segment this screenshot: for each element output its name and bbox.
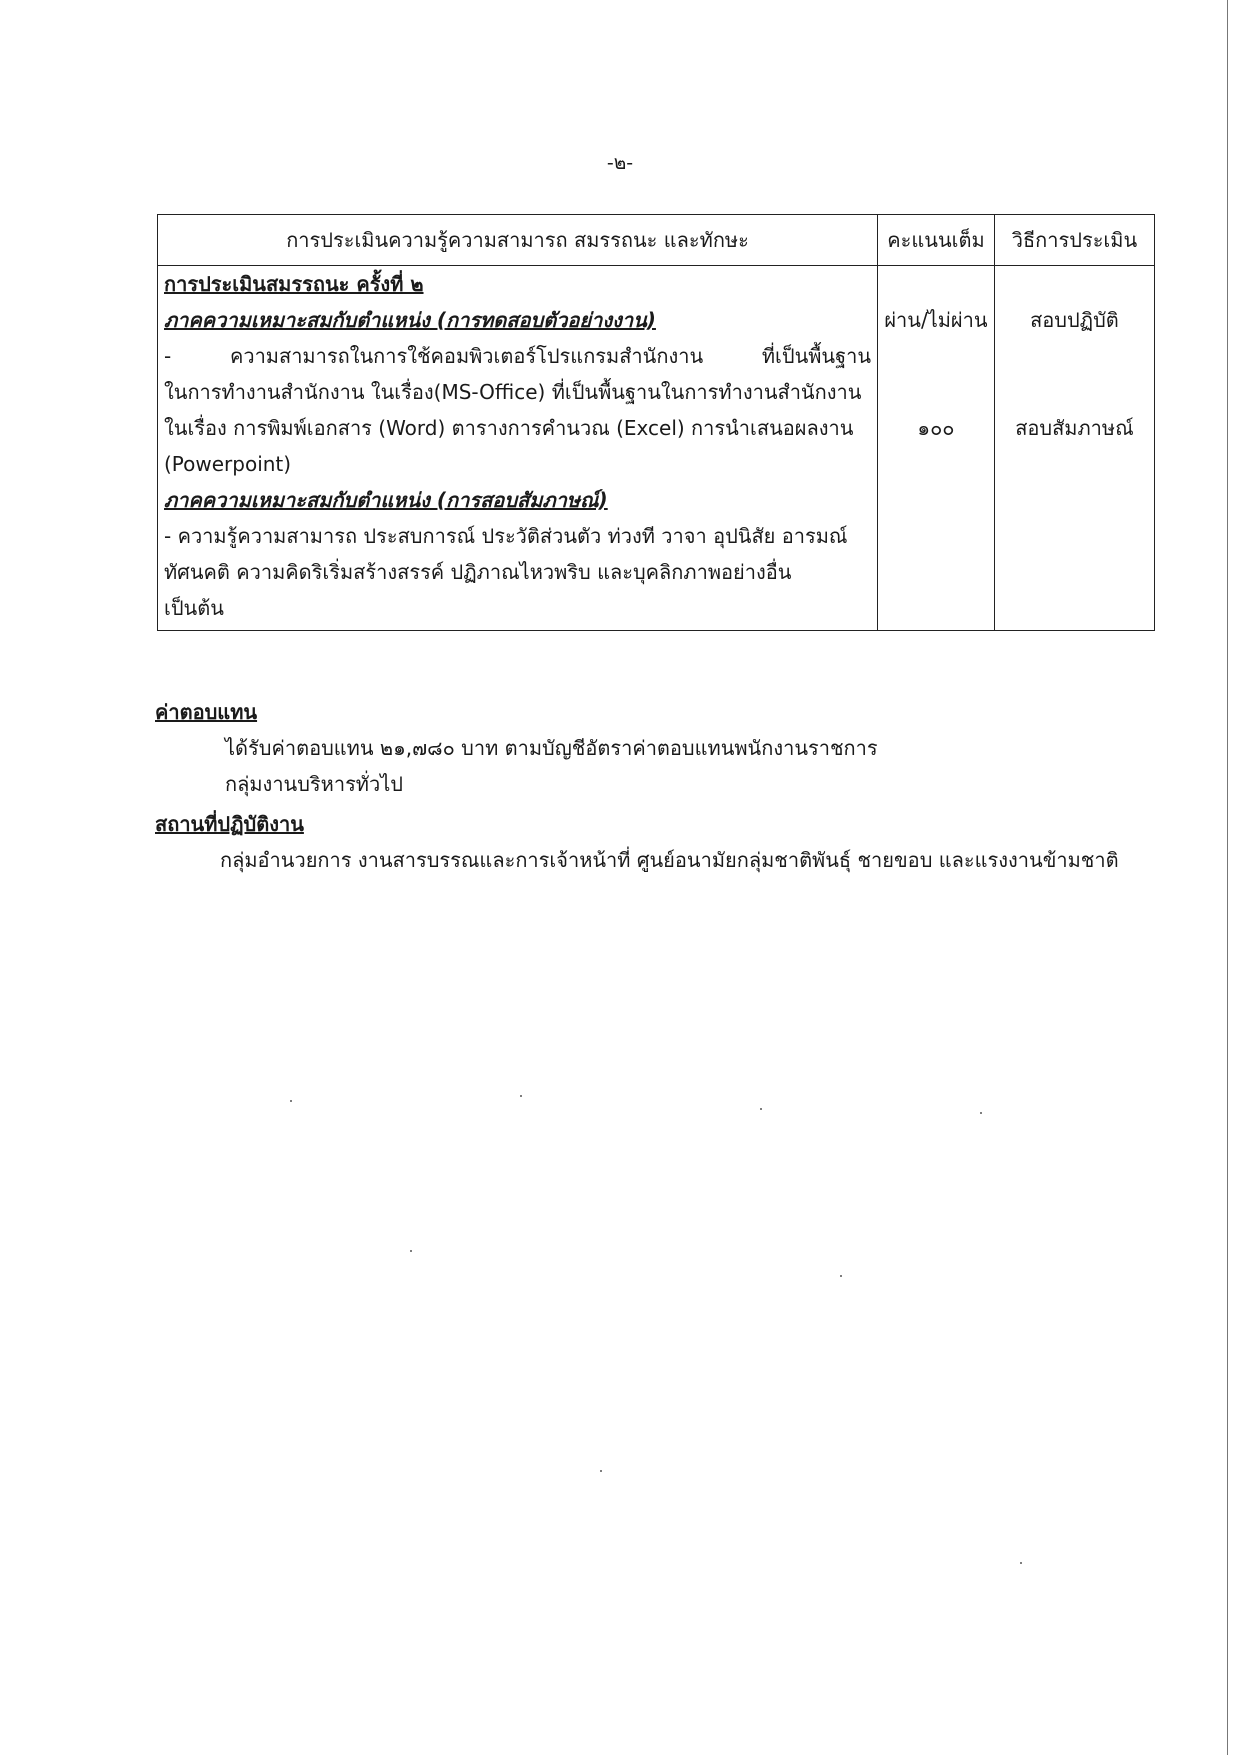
method-practical: สอบปฏิบัติ [1030,308,1119,332]
competency-round-title: การประเมินสมรรถนะ ครั้งที่ ๒ [164,272,424,296]
criteria-line: ในเรื่อง การพิมพ์เอกสาร (Word) ตารางการคำนวณ (Excel) การนำเสนอผลงาน [164,416,854,440]
workplace-section [155,806,1119,878]
header-method: วิธีการประเมิน [994,215,1154,266]
compensation-heading: ค่าตอบแทน [155,700,258,724]
table-header-row [158,215,1155,266]
criteria-line: - ความรู้ความสามารถ ประสบการณ์ ประวัติส่วนตัว ท่วงที วาจา อุปนิสัย อารมณ์ [164,524,848,548]
scan-speck [760,1108,762,1110]
scan-speck [840,1275,842,1277]
compensation-group: กลุ่มงานบริหารทั่วไป [225,772,403,796]
full-score-value: ๑๐๐ [917,416,955,440]
table-row [158,266,1155,631]
workplace-heading: สถานที่ปฏิบัติงาน [155,812,304,836]
work-sample-section-title: ภาคความเหมาะสมกับตำแหน่ง (การทดสอบตัวอย่างงาน) [164,308,656,332]
compensation-section [155,694,878,802]
interview-section-title: ภาคความเหมาะสมกับตำแหน่ง (การสอบสัมภาษณ์) [164,488,608,512]
criteria-line: - ความสามารถในการใช้คอมพิวเตอร์โปรแกรมสำนักงาน ที่เป็นพื้นฐาน [164,344,872,368]
header-criteria: การประเมินความรู้ความสามารถ สมรรถนะ และทักษะ [158,215,878,266]
header-full-score: คะแนนเต็ม [878,215,995,266]
page-number: -๒- [606,152,634,174]
workplace-text: กลุ่มอำนวยการ งานสารบรรณและการเจ้าหน้าที่ ศูนย์อนามัยกลุ่มชาติพันธุ์ ชายขอบ และแรงงานข้ามชาติ [220,848,1119,872]
criteria-line: ทัศนคติ ความคิดริเริ่มสร้างสรรค์ ปฏิภาณไหวพริบ และบุคลิกภาพอย่างอื่น [164,560,792,584]
criteria-line: เป็นต้น [164,596,224,620]
scan-speck [600,1470,602,1472]
scan-margin-line [1227,0,1228,1755]
scan-speck [520,1095,522,1097]
method-cell [994,266,1154,631]
criteria-line: ในการทำงานสำนักงาน ในเรื่อง(MS-Office) ที่เป็นพื้นฐานในการทำงานสำนักงาน [164,380,862,404]
assessment-table [157,214,1155,631]
compensation-text: ได้รับค่าตอบแทน ๒๑,๗๘๐ บาท ตามบัญชีอัตราค่าตอบแทนพนักงานราชการ [225,736,878,760]
scan-speck [1020,1562,1022,1564]
full-score-cell [878,266,995,631]
scan-speck [290,1100,292,1102]
scan-speck [980,1112,982,1114]
criteria-cell [158,266,878,631]
method-interview: สอบสัมภาษณ์ [1015,416,1134,440]
criteria-line: (Powerpoint) [164,452,292,476]
scan-speck [410,1250,412,1252]
pass-fail-score: ผ่าน/ไม่ผ่าน [884,308,988,332]
